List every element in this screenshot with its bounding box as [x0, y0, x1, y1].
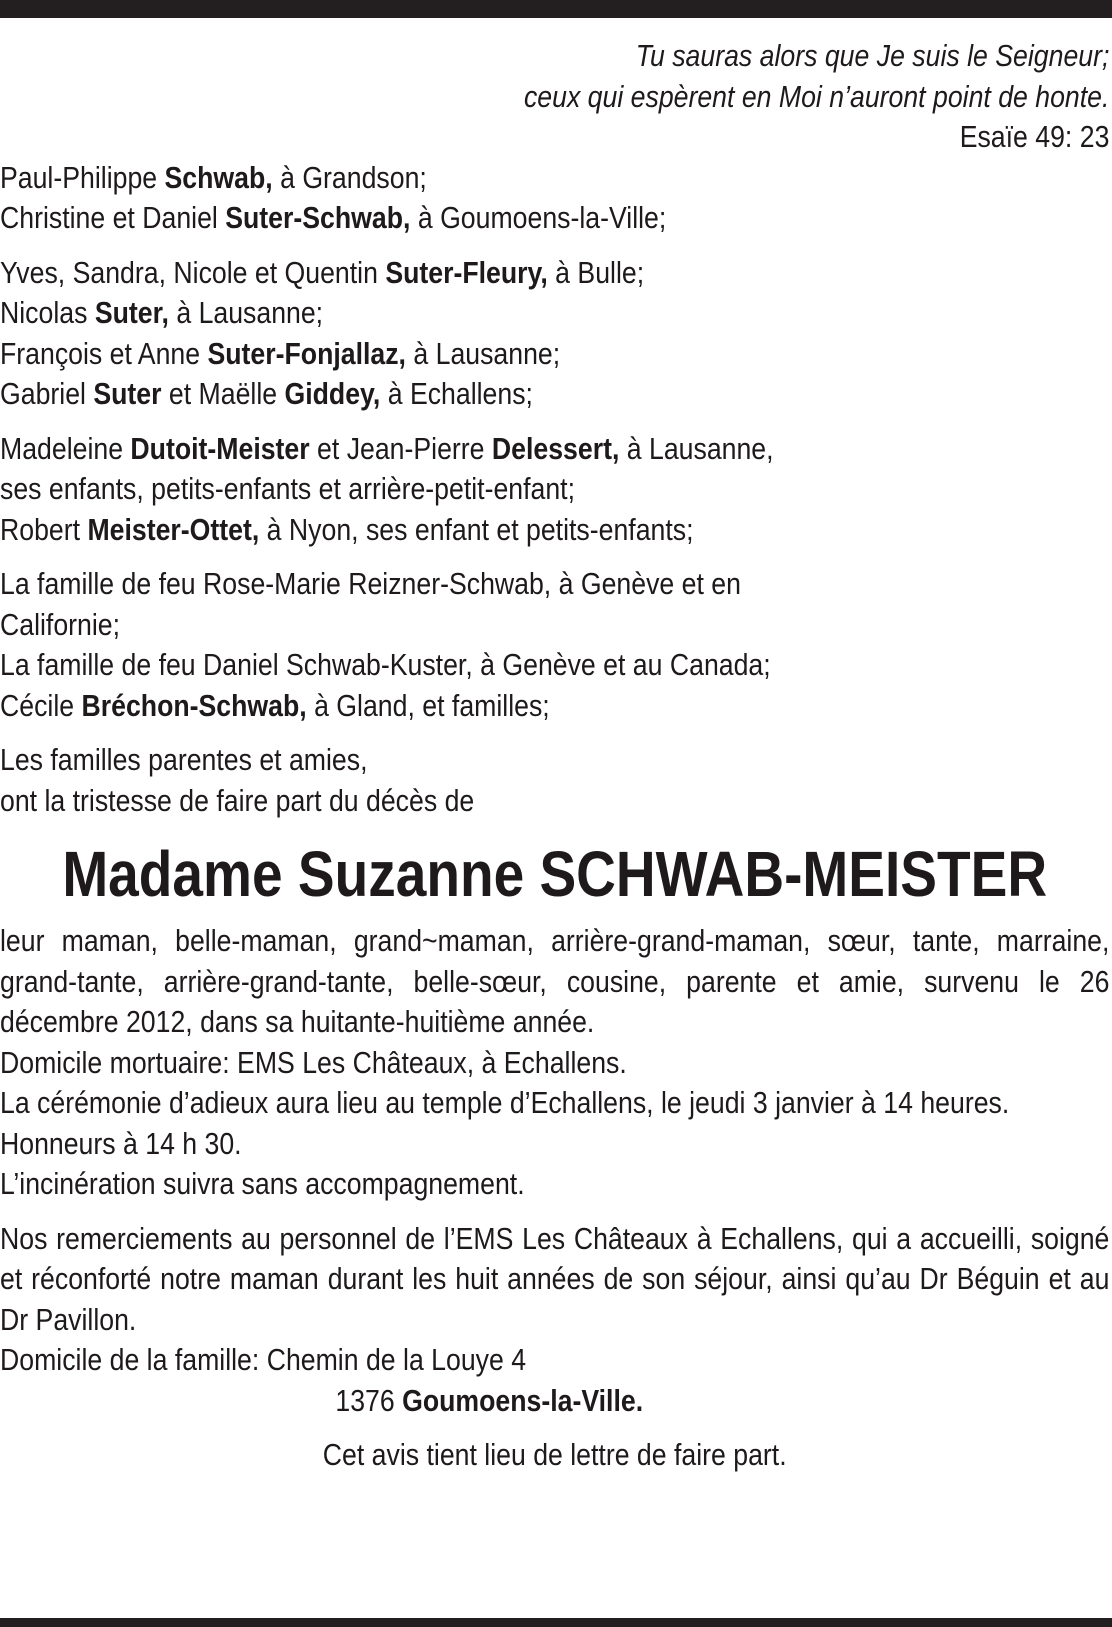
family-text: La famille de feu Daniel Schwab-Kuster, à Genève et au Canada; [0, 647, 771, 682]
thanks-paragraph: Nos remerciements au personnel de l’EMS Les Châteaux à Echallens, qui a accueilli, soigné et réconforté notre maman durant les huit années de son séjour, ainsi qu’au Dr Béguin et au Dr Pavillon. [0, 1220, 1110, 1337]
family-line [0, 781, 1109, 822]
family-text: à Bulle; [547, 254, 645, 290]
family-group [0, 158, 1109, 239]
bottom-rule [0, 1618, 1112, 1627]
family-surname: Delessert, [491, 430, 620, 466]
family-line [0, 253, 1109, 294]
family-text: Gabriel [0, 376, 94, 411]
family-text: à Echallens; [380, 376, 533, 411]
family-text: Robert [0, 511, 88, 547]
family-line [0, 334, 1109, 375]
family-text: Paul-Philippe [0, 159, 165, 195]
family-line [0, 198, 1109, 239]
family-surname: Meister-Ottet, [87, 511, 260, 547]
family-surname: Schwab, [164, 159, 273, 195]
family-group [0, 740, 1109, 821]
family-line [0, 469, 1109, 510]
verse-line-2: ceux qui espèrent en Moi n’auront point de honte. [523, 78, 1110, 114]
family-text: Yves, Sandra, Nicole et Quentin [0, 254, 386, 290]
family-line [0, 564, 1109, 605]
family-text: François et Anne [0, 335, 208, 371]
family-text: et Maëlle [161, 376, 285, 411]
family-surname: Bréchon-Schwab, [81, 687, 307, 723]
family-text: à Lausanne; [405, 335, 561, 371]
obituary-notice [0, 36, 1110, 1476]
family-text: et Jean-Pierre [309, 430, 492, 466]
honours-line: Honneurs à 14 h 30. [0, 1125, 242, 1161]
closing-note: Cet avis tient lieu de lettre de faire part. [322, 1437, 787, 1472]
family-text: Nicolas [0, 295, 95, 330]
family-text: Cécile [0, 687, 82, 723]
family-text: ses enfants, petits-enfants et arrière-petit-enfant; [0, 471, 575, 506]
family-line [0, 429, 1109, 470]
verse-reference: Esaïe 49: 23 [959, 119, 1110, 154]
family-group [0, 253, 1109, 415]
family-surname: Suter, [94, 295, 169, 330]
family-surname: Suter [93, 376, 162, 411]
family-text: à Goumoens-la-Ville; [410, 200, 667, 235]
family-surname: Suter-Fonjallaz, [207, 335, 406, 371]
family-line [0, 740, 1109, 781]
family-text: La famille de feu Rose-Marie Reizner-Schwab, à Genève et en [0, 566, 741, 601]
family-text: à Lausanne; [168, 295, 324, 330]
family-group [0, 564, 1109, 726]
family-address-line-2 [0, 1381, 1109, 1422]
family-line [0, 605, 1109, 646]
family-text: à Nyon, ses enfant et petits-enfants; [259, 511, 694, 547]
family-line [0, 158, 1109, 199]
family-text: Les familles parentes et amies, [0, 742, 368, 777]
incineration-line: L’incinération suivra sans accompagnement. [0, 1166, 525, 1201]
family-text: Christine et Daniel [0, 200, 226, 235]
town: Goumoens-la-Ville. [402, 1382, 644, 1418]
family-text: à Grandson; [272, 159, 427, 195]
family-text: Madeleine [0, 430, 131, 466]
mortuary-line: Domicile mortuaire: EMS Les Châteaux, à Echallens. [0, 1044, 627, 1080]
family-group [0, 429, 1109, 551]
postcode: 1376 [335, 1382, 403, 1418]
bible-verse [0, 36, 1109, 158]
family-text: ont la tristesse de faire part du décès de [0, 782, 475, 818]
family-text: à Gland, et familles; [306, 687, 550, 723]
top-rule [0, 0, 1112, 18]
family-line [0, 686, 1109, 727]
deceased-name: Madame Suzanne SCHWAB-MEISTER [62, 838, 1048, 910]
family-list [0, 158, 1109, 822]
family-surname: Suter-Fleury, [385, 254, 548, 290]
ceremony-paragraph: La cérémonie d’adieux aura lieu au temple d’Echallens, le jeudi 3 janvier à 14 heures. [0, 1085, 1010, 1120]
verse-line-1: Tu sauras alors que Je suis le Seigneur; [635, 38, 1110, 73]
family-address-line-1: Domicile de la famille: Chemin de la Louye 4 [0, 1342, 527, 1377]
family-surname: Giddey, [284, 376, 381, 411]
family-text: Californie; [0, 606, 121, 642]
family-line [0, 510, 1109, 551]
family-surname: Dutoit-Meister [130, 430, 310, 466]
family-line [0, 374, 1109, 415]
family-line [0, 293, 1109, 334]
family-line [0, 645, 1109, 686]
family-surname: Suter-Schwab, [225, 200, 411, 235]
family-text: à Lausanne, [619, 430, 774, 466]
relations-paragraph: leur maman, belle-maman, grand~maman, arrière-grand-maman, sœur, tante, marraine, grand-tante, arrière-grand-tante, belle-sœur, cousine, parente et amie, survenu le 26 décembre 2012, dans sa huitante-huitième année. [0, 923, 1110, 1039]
